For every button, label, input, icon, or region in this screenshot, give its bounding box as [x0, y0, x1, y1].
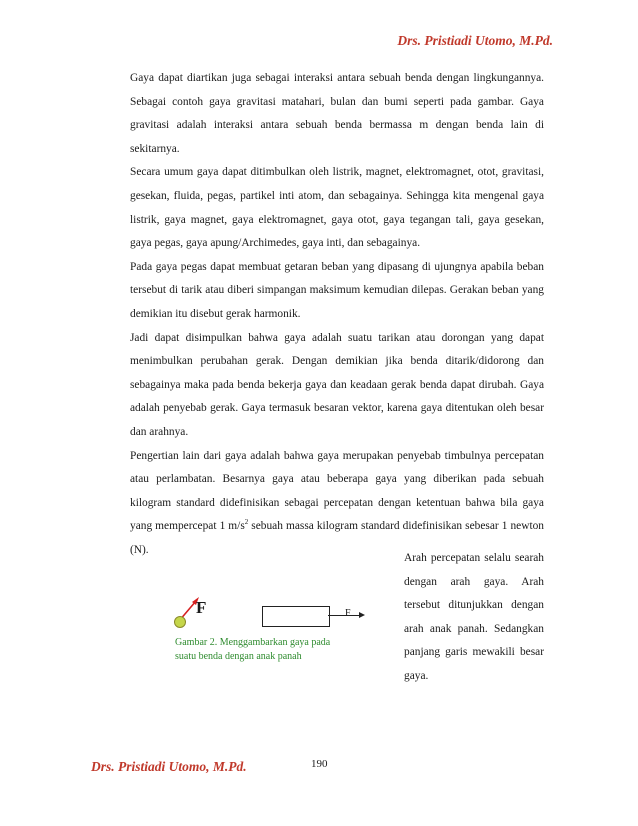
box-object [262, 606, 330, 627]
paragraph-2: Secara umum gaya dapat ditimbulkan oleh listrik, magnet, elektromagnet, otot, gravitasi, gesekan, fluida, pegas, partikel inti atom, dan sebagainya. Sehingga kita mengenal gaya listrik, gaya magnet, gaya elektromagnet, gaya otot, gaya tegangan tali, gaya gesekan, gaya pegas, gaya apung/Archimedes, gaya inti, dan sebagainya. [130, 166, 544, 250]
paragraph-5-text-b: sebuah massa kilogram standard didefinisikan sebesar 1 newton (N). [130, 520, 544, 556]
box-force-arrow-icon [328, 615, 360, 616]
paragraph-4: Jadi dapat disimpulkan bahwa gaya adalah suatu tarikan atau dorongan yang dapat menimbulkan perubahan gerak. Dengan demikian jika benda ditarik/didorong dan sebagainya maka pada benda bekerja gaya dan keadaan gerak benda dapat dirubah. Gaya adalah penyebab gerak. Gaya termasuk besaran vektor, karena gaya ditentukan oleh besar dan arahnya. [130, 331, 544, 438]
side-paragraph: Arah percepatan selalu searah dengan arah gaya. Arah tersebut ditunjukkan dengan arah anak panah. Sedangkan panjang garis mewakili besar gaya. [404, 552, 544, 682]
body-text [130, 67, 544, 562]
force-label: F [196, 598, 207, 617]
paragraph-3: Pada gaya pegas dapat membuat getaran beban yang dipasang di ujungnya apabila beban tersebut di tarik atau diberi simpangan maksimum kemudian dilepas. Gerakan beban yang demikian itu disebut gerak harmonik. [130, 260, 544, 320]
figure-caption: Gambar 2. Menggambarkan gaya pada suatu benda dengan anak panah [175, 637, 331, 662]
page-number: 190 [311, 758, 328, 770]
ball-object [174, 616, 186, 628]
paragraph-5-text-a: Pengertian lain dari gaya adalah bahwa gaya merupakan penyebab timbulnya percepatan atau perlambatan. Besarnya gaya atau beberapa gaya yang diberikan pada sebuah kilogram standard didefinisikan sebagai percepatan dengan ketentuan bahwa bila gaya yang mempercepat 1 m/s [130, 449, 544, 533]
box-force-label: F [345, 608, 351, 619]
paragraph-1: Gaya dapat diartikan juga sebagai interaksi antara sebuah benda dengan lingkungannya. Sebagai contoh gaya gravitasi matahari, bulan dan bumi seperti pada gambar. Gaya gravitasi adalah interaksi antara sebuah benda bermassa m dengan benda lain di sekitarnya. [130, 72, 544, 155]
footer-author: Drs. Pristiadi Utomo, M.Pd. [91, 759, 247, 774]
page-header-author: Drs. Pristiadi Utomo, M.Pd. [397, 33, 553, 48]
superscript: 2 [244, 518, 249, 527]
paragraph-5 [130, 445, 544, 563]
